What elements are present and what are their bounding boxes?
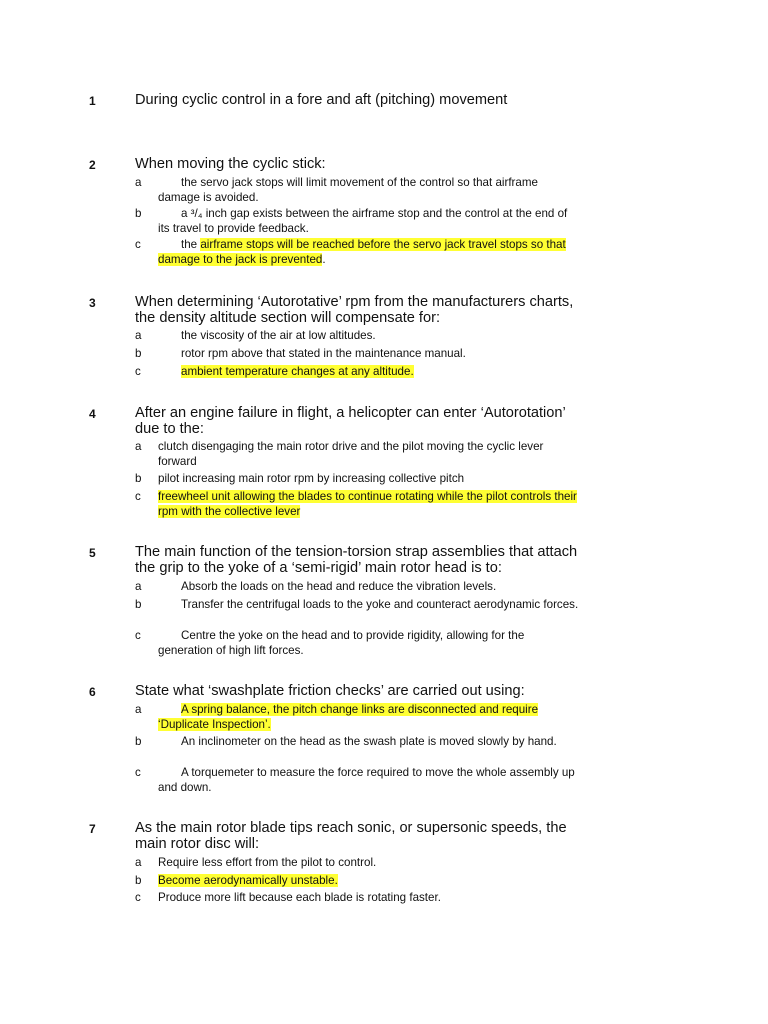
option-label: c [135, 766, 141, 779]
option-text: ambient temperature changes at any altitude. [181, 365, 414, 378]
option-text: the airframe stops will be reached before the servo jack travel stops so that damage to the jack is prevented. [158, 238, 566, 266]
option-c [135, 629, 580, 658]
option-label: a [135, 856, 142, 869]
option-label: b [135, 472, 142, 485]
question-text: The main function of the tension-torsion strap assemblies that attach the grip to the yoke of a ‘semi-rigid’ main rotor head is to: [135, 544, 578, 576]
option-label: a [135, 176, 142, 189]
option-text: A spring balance, the pitch change links are disconnected and require ‘Duplicate Inspection’. [158, 703, 539, 731]
option-text: Require less effort from the pilot to control. [158, 856, 377, 869]
option-c [135, 490, 580, 519]
option-text: Transfer the centrifugal loads to the yoke and counteract aerodynamic forces. [181, 598, 579, 611]
question-number: 6 [89, 685, 96, 699]
question-text: After an engine failure in flight, a helicopter can enter ‘Autorotation’ due to the: [135, 405, 566, 437]
option-c [135, 238, 580, 267]
option-c [135, 365, 580, 380]
option-a [135, 440, 580, 469]
option-label: c [135, 238, 141, 251]
option-label: b [135, 598, 142, 611]
option-b [135, 735, 580, 750]
question-number: 2 [89, 158, 96, 172]
option-text: Centre the yoke on the head and to provide rigidity, allowing for the generation of high lift forces. [158, 629, 525, 657]
option-b [135, 598, 580, 613]
question-number: 5 [89, 546, 96, 560]
option-label: b [135, 347, 142, 360]
question-text: During cyclic control in a fore and aft (pitching) movement [135, 92, 508, 108]
option-text: a ³/₄ inch gap exists between the airframe stop and the control at the end of its travel to provide feedback. [158, 207, 568, 235]
option-a [135, 176, 580, 205]
option-b [135, 874, 580, 889]
option-label: a [135, 703, 142, 716]
option-a [135, 329, 580, 344]
option-label: a [135, 329, 142, 342]
option-a [135, 703, 580, 732]
question-number: 4 [89, 407, 96, 421]
option-b [135, 472, 580, 487]
question-number: 1 [89, 94, 96, 108]
option-text: An inclinometer on the head as the swash plate is moved slowly by hand. [181, 735, 557, 748]
question-text: As the main rotor blade tips reach sonic, or supersonic speeds, the main rotor disc will: [135, 820, 567, 852]
option-text: the viscosity of the air at low altitudes. [181, 329, 376, 342]
option-label: b [135, 735, 142, 748]
option-label: b [135, 207, 142, 220]
option-text: the servo jack stops will limit movement of the control so that airframe damage is avoided. [158, 176, 538, 204]
option-text: A torquemeter to measure the force required to move the whole assembly up and down. [158, 766, 575, 794]
question-text: When determining ‘Autorotative’ rpm from the manufacturers charts, the density altitude section will compensate for: [135, 294, 574, 326]
question-text: When moving the cyclic stick: [135, 156, 326, 172]
option-label: c [135, 490, 141, 503]
question-number: 3 [89, 296, 96, 310]
option-text: freewheel unit allowing the blades to continue rotating while the pilot controls their rpm with the collective lever [158, 490, 577, 518]
option-label: c [135, 891, 141, 904]
option-a [135, 856, 580, 871]
option-a [135, 580, 580, 595]
question-number: 7 [89, 822, 96, 836]
option-text: Absorb the loads on the head and reduce the vibration levels. [181, 580, 497, 593]
option-b [135, 347, 580, 362]
option-text: Produce more lift because each blade is rotating faster. [158, 891, 441, 904]
option-label: a [135, 440, 142, 453]
option-c [135, 891, 580, 906]
option-label: a [135, 580, 142, 593]
question-text: State what ‘swashplate friction checks’ are carried out using: [135, 683, 525, 699]
option-b [135, 207, 580, 236]
option-text: rotor rpm above that stated in the maintenance manual. [181, 347, 466, 360]
option-text: Become aerodynamically unstable. [158, 874, 338, 887]
option-text: pilot increasing main rotor rpm by increasing collective pitch [158, 472, 465, 485]
option-label: c [135, 365, 141, 378]
option-label: b [135, 874, 142, 887]
option-c [135, 766, 580, 795]
option-text: clutch disengaging the main rotor drive and the pilot moving the cyclic lever forward [158, 440, 544, 468]
option-label: c [135, 629, 141, 642]
